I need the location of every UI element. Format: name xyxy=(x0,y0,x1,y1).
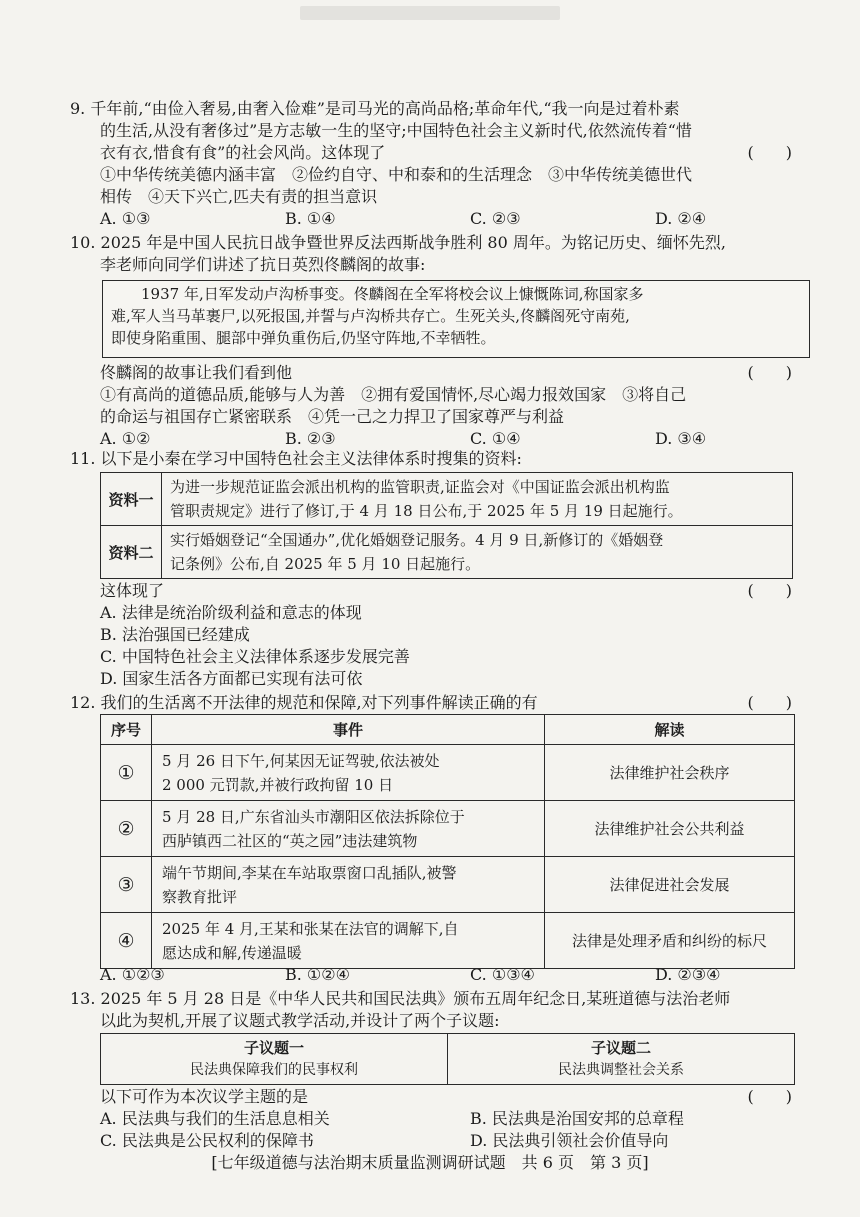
header-number: 序号 xyxy=(101,715,152,745)
question-9 xyxy=(70,98,800,230)
question-12 xyxy=(70,692,800,714)
story-line: 难,军人当马革裹尸,以死报国,并誓与卢沟桥共存亡。生死关头,佟麟阁死守南苑, xyxy=(111,307,630,325)
event-line: 5 月 28 日,广东省汕头市潮阳区依法拆除位于 xyxy=(162,807,465,826)
table-row xyxy=(101,857,795,913)
option-b: B. ②③ xyxy=(285,429,336,448)
event-cell xyxy=(152,745,545,801)
option-d: D. ③④ xyxy=(655,429,707,448)
q11-line xyxy=(70,580,800,602)
q9-stem: 衣有衣,惜食有食”的社会风尚。这体现了 xyxy=(100,143,386,162)
option-a: A. ①②③ xyxy=(100,965,165,984)
row-number: ① xyxy=(101,745,152,801)
q9-line: 的生活,从没有奢侈过”是方志敏一生的坚守;中国特色社会主义新时代,依然流传着“惜 xyxy=(100,121,692,140)
option-d: D. 民法典引领社会价值导向 xyxy=(470,1131,669,1150)
q13-topics-table xyxy=(100,1033,795,1085)
answer-paren: ( ) xyxy=(747,581,792,600)
sub-topic-title: 子议题二 xyxy=(590,1039,651,1057)
option-a: A. ①② xyxy=(100,429,151,448)
option-b: B. 民法典是治国安邦的总章程 xyxy=(470,1109,684,1128)
option-d: D. ②④ xyxy=(655,209,707,228)
sub-topic-1 xyxy=(101,1034,448,1085)
q9-line: 9. 千年前,“由俭入奢易,由奢入俭难”是司马光的高尚品格;革命年代,“我一向是过着朴素 xyxy=(70,99,680,118)
event-line: 察教育批评 xyxy=(162,887,238,906)
q9-line: 相传 ④天下兴亡,匹夫有责的担当意识 xyxy=(100,187,378,206)
sub-topic-text: 民法典保障我们的民事权利 xyxy=(190,1062,358,1078)
material-text xyxy=(162,526,793,579)
answer-paren: ( ) xyxy=(747,1087,792,1106)
option-b: B. 法治强国已经建成 xyxy=(100,625,250,644)
q13-options-row xyxy=(70,1108,800,1130)
table-header-row xyxy=(101,715,795,745)
event-cell xyxy=(152,857,545,913)
q13-line xyxy=(70,1086,800,1108)
q9-line xyxy=(70,142,800,164)
q10-line xyxy=(70,362,800,384)
answer-paren: ( ) xyxy=(747,143,792,162)
option-a: A. 民法典与我们的生活息息相关 xyxy=(100,1109,330,1128)
material-text xyxy=(162,473,793,526)
q13-line: 13. 2025 年 5 月 28 日是《中华人民共和国民法典》颁布五周年纪念日,某班道德与法治老师 xyxy=(70,989,731,1008)
option-c: C. 中国特色社会主义法律体系逐步发展完善 xyxy=(100,647,410,666)
option-b: B. ①④ xyxy=(285,209,336,228)
event-cell xyxy=(152,801,545,857)
question-10 xyxy=(70,232,800,276)
row-number: ② xyxy=(101,801,152,857)
question-11 xyxy=(70,448,800,470)
option-c: C. ②③ xyxy=(470,209,521,228)
table-row xyxy=(101,473,793,526)
story-line: 即使身陷重围、腿部中弹负重伤后,仍坚守阵地,不幸牺牲。 xyxy=(111,329,496,347)
q12-stem: 12. 我们的生活离不开法律的规范和保障,对下列事件解读正确的有 xyxy=(70,693,538,712)
question-13 xyxy=(70,988,800,1032)
page-footer: [七年级道德与法治期末质量监测调研试题 共 6 页 第 3 页] xyxy=(211,1153,649,1172)
table-row xyxy=(101,913,795,969)
event-line: 西胪镇西二社区的“英之园”违法建筑物 xyxy=(162,831,418,850)
top-bleed-mark xyxy=(300,6,560,20)
q10-line: 10. 2025 年是中国人民抗日战争暨世界反法西斯战争胜利 80 周年。为铭记历史、缅怀先烈, xyxy=(70,233,726,252)
answer-paren: ( ) xyxy=(747,363,792,382)
sub-topic-title: 子议题一 xyxy=(243,1039,304,1057)
option-b: B. ①②④ xyxy=(285,965,350,984)
event-line: 5 月 26 日下午,何某因无证驾驶,依法被处 xyxy=(162,751,440,770)
q12-options xyxy=(70,964,800,986)
reading-cell: 法律维护社会秩序 xyxy=(545,745,795,801)
q10-options xyxy=(70,428,800,450)
option-c: C. 民法典是公民权利的保障书 xyxy=(100,1131,314,1150)
reading-cell: 法律促进社会发展 xyxy=(545,857,795,913)
story-line: 1937 年,日军发动卢沟桥事变。佟麟阁在全军将校会议上慷慨陈词,称国家多 xyxy=(141,285,644,303)
material-line: 实行婚姻登记“全国通办”,优化婚姻登记服务。4 月 9 日,新修订的《婚姻登 xyxy=(170,531,664,549)
table-row xyxy=(101,745,795,801)
q10-line: 李老师向同学们讲述了抗日英烈佟麟阁的故事: xyxy=(100,255,426,274)
material-line: 为进一步规范证监会派出机构的监管职责,证监会对《中国证监会派出机构监 xyxy=(170,478,670,496)
q11-materials-table xyxy=(100,472,793,579)
answer-paren: ( ) xyxy=(747,693,792,712)
event-cell xyxy=(152,913,545,969)
q10-story-box xyxy=(102,280,810,358)
table-row xyxy=(101,801,795,857)
row-number: ④ xyxy=(101,913,152,969)
q11-body xyxy=(70,580,800,690)
event-line: 2 000 元罚款,并被行政拘留 10 日 xyxy=(162,775,394,794)
q12-intro xyxy=(70,692,800,714)
q13-options-row xyxy=(70,1130,800,1152)
sub-topic-2 xyxy=(448,1034,795,1085)
event-line: 2025 年 4 月,王某和张某在法官的调解下,自 xyxy=(162,919,459,938)
event-line: 端午节期间,李某在车站取票窗口乱插队,被警 xyxy=(162,863,457,882)
q10-stem: 佟麟阁的故事让我们看到他 xyxy=(100,363,293,382)
reading-cell: 法律维护社会公共利益 xyxy=(545,801,795,857)
option-c: C. ①④ xyxy=(470,429,521,448)
event-line: 愿达成和解,传递温暖 xyxy=(162,943,302,962)
q11-stem: 这体现了 xyxy=(100,581,165,600)
reading-cell: 法律是处理矛盾和纠纷的标尺 xyxy=(545,913,795,969)
header-event: 事件 xyxy=(152,715,545,745)
option-d: D. ②③④ xyxy=(655,965,721,984)
material-label: 资料二 xyxy=(101,526,162,579)
q13-stem: 以下可作为本次议学主题的是 xyxy=(100,1087,309,1106)
option-a: A. 法律是统治阶级利益和意志的体现 xyxy=(100,603,362,622)
q9-options xyxy=(70,208,800,230)
material-line: 管职责规定》进行了修订,于 4 月 18 日公布,于 2025 年 5 月 19 日起施行。 xyxy=(170,502,683,520)
q10-body xyxy=(70,362,800,450)
row-number: ③ xyxy=(101,857,152,913)
header-reading: 解读 xyxy=(545,715,795,745)
option-a: A. ①③ xyxy=(100,209,151,228)
table-row xyxy=(101,526,793,579)
q11-intro: 11. 以下是小秦在学习中国特色社会主义法律体系时搜集的资料: xyxy=(70,449,522,468)
q10-line: ①有高尚的道德品质,能够与人为善 ②拥有爱国情怀,尽心竭力报效国家 ③将自己 xyxy=(100,385,687,404)
sub-topic-text: 民法典调整社会关系 xyxy=(558,1062,684,1078)
material-label: 资料一 xyxy=(101,473,162,526)
option-d: D. 国家生活各方面都已实现有法可依 xyxy=(100,669,363,688)
option-c: C. ①③④ xyxy=(470,965,535,984)
q13-body xyxy=(70,1086,800,1152)
q9-line: ①中华传统美德内涵丰富 ②俭约自守、中和泰和的生活理念 ③中华传统美德世代 xyxy=(100,165,693,184)
q12-events-table xyxy=(100,714,795,969)
table-row xyxy=(101,1034,795,1085)
q12-options-block xyxy=(70,964,800,986)
material-line: 记条例》公布,自 2025 年 5 月 10 日起施行。 xyxy=(170,555,481,573)
q13-line: 以此为契机,开展了议题式教学活动,并设计了两个子议题: xyxy=(100,1011,500,1030)
q10-line: 的命运与祖国存亡紧密联系 ④凭一己之力捍卫了国家尊严与利益 xyxy=(100,407,565,426)
